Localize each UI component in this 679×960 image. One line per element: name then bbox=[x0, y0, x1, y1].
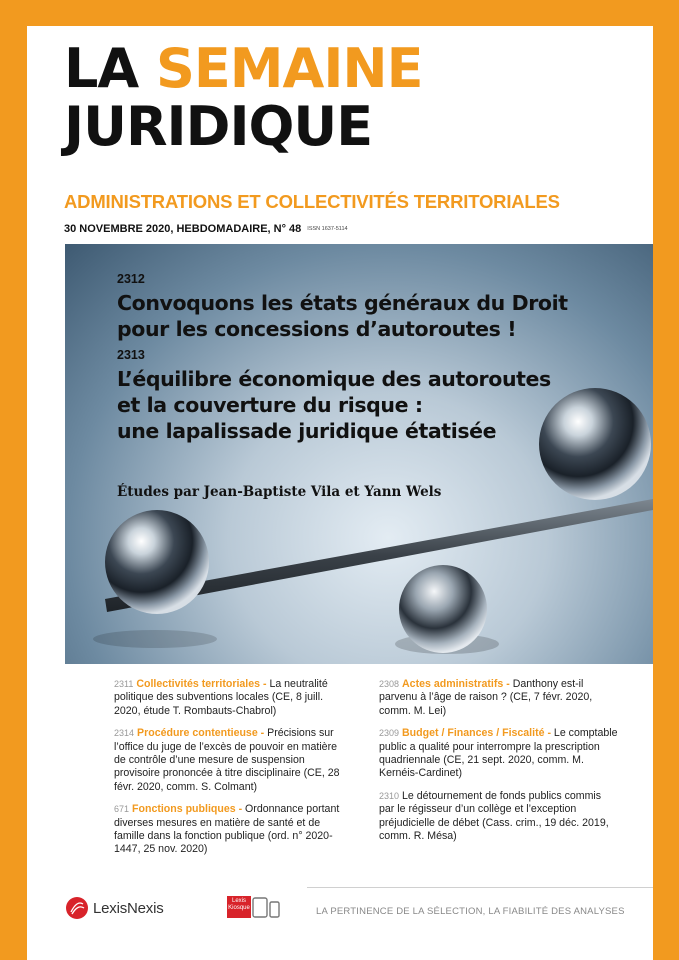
issue-date: 30 NOVEMBRE 2020, HEBDOMADAIRE, N° 48 bbox=[64, 223, 302, 235]
entry-text: Ordonnance portant diverses mesures en matière de santé et de famille dans la fonction publique (ord. n° 2020-1447, 25 nov. 2020) bbox=[114, 803, 340, 856]
cover-headline-1[interactable] bbox=[117, 290, 568, 342]
cover-illustration bbox=[65, 244, 653, 664]
magazine-cover bbox=[27, 26, 653, 960]
footer-tagline: LA PERTINENCE DE LA SÉLECTION, LA FIABILITÉ DES ANALYSES bbox=[316, 906, 625, 917]
headline-2-line-3: une lapalissade juridique étatisée bbox=[117, 419, 497, 443]
entry-category: Budget / Finances / Fiscalité bbox=[402, 727, 545, 740]
lexisnexis-logo bbox=[65, 896, 164, 920]
title-semaine: SEMAINE bbox=[156, 37, 423, 100]
issn: ISSN 1637-5114 bbox=[307, 226, 348, 233]
entry-separator: - bbox=[503, 678, 513, 690]
entry-number: 2308 bbox=[379, 679, 400, 689]
entry-text: Danthony est-il parvenu à l’âge de raison ? (CE, 7 févr. 2020, comm. M. Lei) bbox=[379, 678, 593, 717]
entry-separator: - bbox=[235, 803, 246, 816]
headline-1-line-1: Convoquons les états généraux du Droit bbox=[117, 291, 568, 315]
headline-2-line-2: et la couverture du risque : bbox=[117, 393, 423, 417]
entry-category: Actes administratifs bbox=[402, 678, 504, 690]
publisher-name: LexisNexis bbox=[93, 899, 164, 917]
issue-dateline bbox=[64, 223, 348, 235]
entry-category: Collectivités territoriales bbox=[136, 678, 261, 690]
entry-text: La neutralité politique des subventions locales (CE, 8 juill. 2020, étude T. Rombauts-Chabrol) bbox=[114, 678, 328, 717]
entry-number: 2314 bbox=[114, 728, 135, 739]
entry-number: 671 bbox=[114, 804, 130, 815]
summary-entry[interactable] bbox=[114, 803, 346, 857]
lexis-kiosque-badge[interactable] bbox=[227, 896, 281, 918]
cover-headline-2[interactable] bbox=[117, 366, 551, 444]
entry-number: 2311 bbox=[114, 679, 134, 689]
title-juridique: JURIDIQUE bbox=[64, 95, 373, 158]
lexisnexis-emblem-icon bbox=[65, 896, 89, 920]
summary-entry[interactable] bbox=[114, 727, 346, 794]
summary-entry[interactable] bbox=[379, 678, 619, 718]
kiosque-line-1: Lexis bbox=[231, 898, 246, 904]
article-number-2313: 2313 bbox=[117, 348, 145, 362]
headline-1-line-2: pour les concessions d’autoroutes ! bbox=[117, 317, 517, 341]
headline-2-line-1: L’équilibre économique des autoroutes bbox=[117, 367, 551, 391]
devices-icon bbox=[251, 896, 281, 918]
entry-category: Fonctions publiques bbox=[132, 803, 236, 816]
summary-right-column bbox=[379, 678, 619, 852]
summary-entry[interactable] bbox=[114, 678, 346, 718]
cover-authors: Études par Jean-Baptiste Vila et Yann Wels bbox=[117, 484, 442, 500]
title-la: LA bbox=[64, 37, 139, 100]
entry-separator: - bbox=[257, 727, 268, 740]
magazine-title bbox=[64, 37, 423, 158]
summary-entry[interactable] bbox=[379, 727, 619, 781]
kiosque-logo bbox=[227, 896, 251, 918]
entry-separator: - bbox=[544, 727, 554, 740]
entry-text: Précisions sur l’office du juge de l’excès de pouvoir en matière de contrôle d’une mesure de suspension provisoire prononcée à titre disciplinaire (CE, 28 févr. 2020, comm. S. Colmant) bbox=[114, 727, 340, 793]
entry-text: Le détournement de fonds publics commis par le régisseur d’un collège et l’exception préjudicielle de débet (Cass. crim., 19 déc. 2019, comm. R. Mésa) bbox=[379, 789, 609, 843]
entry-number: 2309 bbox=[379, 728, 400, 739]
entry-separator: - bbox=[260, 678, 270, 690]
entry-text: Le comptable public a qualité pour interrompre la prescription quadriennale (CE, 21 sept. 2020, comm. M. Kernéis-Cardinet) bbox=[379, 727, 618, 780]
kiosque-line-2: Kiosque bbox=[228, 905, 250, 911]
article-number-2312: 2312 bbox=[117, 272, 145, 286]
entry-number: 2310 bbox=[379, 790, 400, 801]
entry-category: Procédure contentieuse bbox=[137, 727, 258, 740]
summary-left-column bbox=[114, 678, 346, 866]
footer-divider bbox=[307, 887, 653, 888]
summary-entry[interactable] bbox=[379, 790, 619, 844]
edition-subtitle: ADMINISTRATIONS ET COLLECTIVITÉS TERRITORIALES bbox=[64, 191, 560, 212]
